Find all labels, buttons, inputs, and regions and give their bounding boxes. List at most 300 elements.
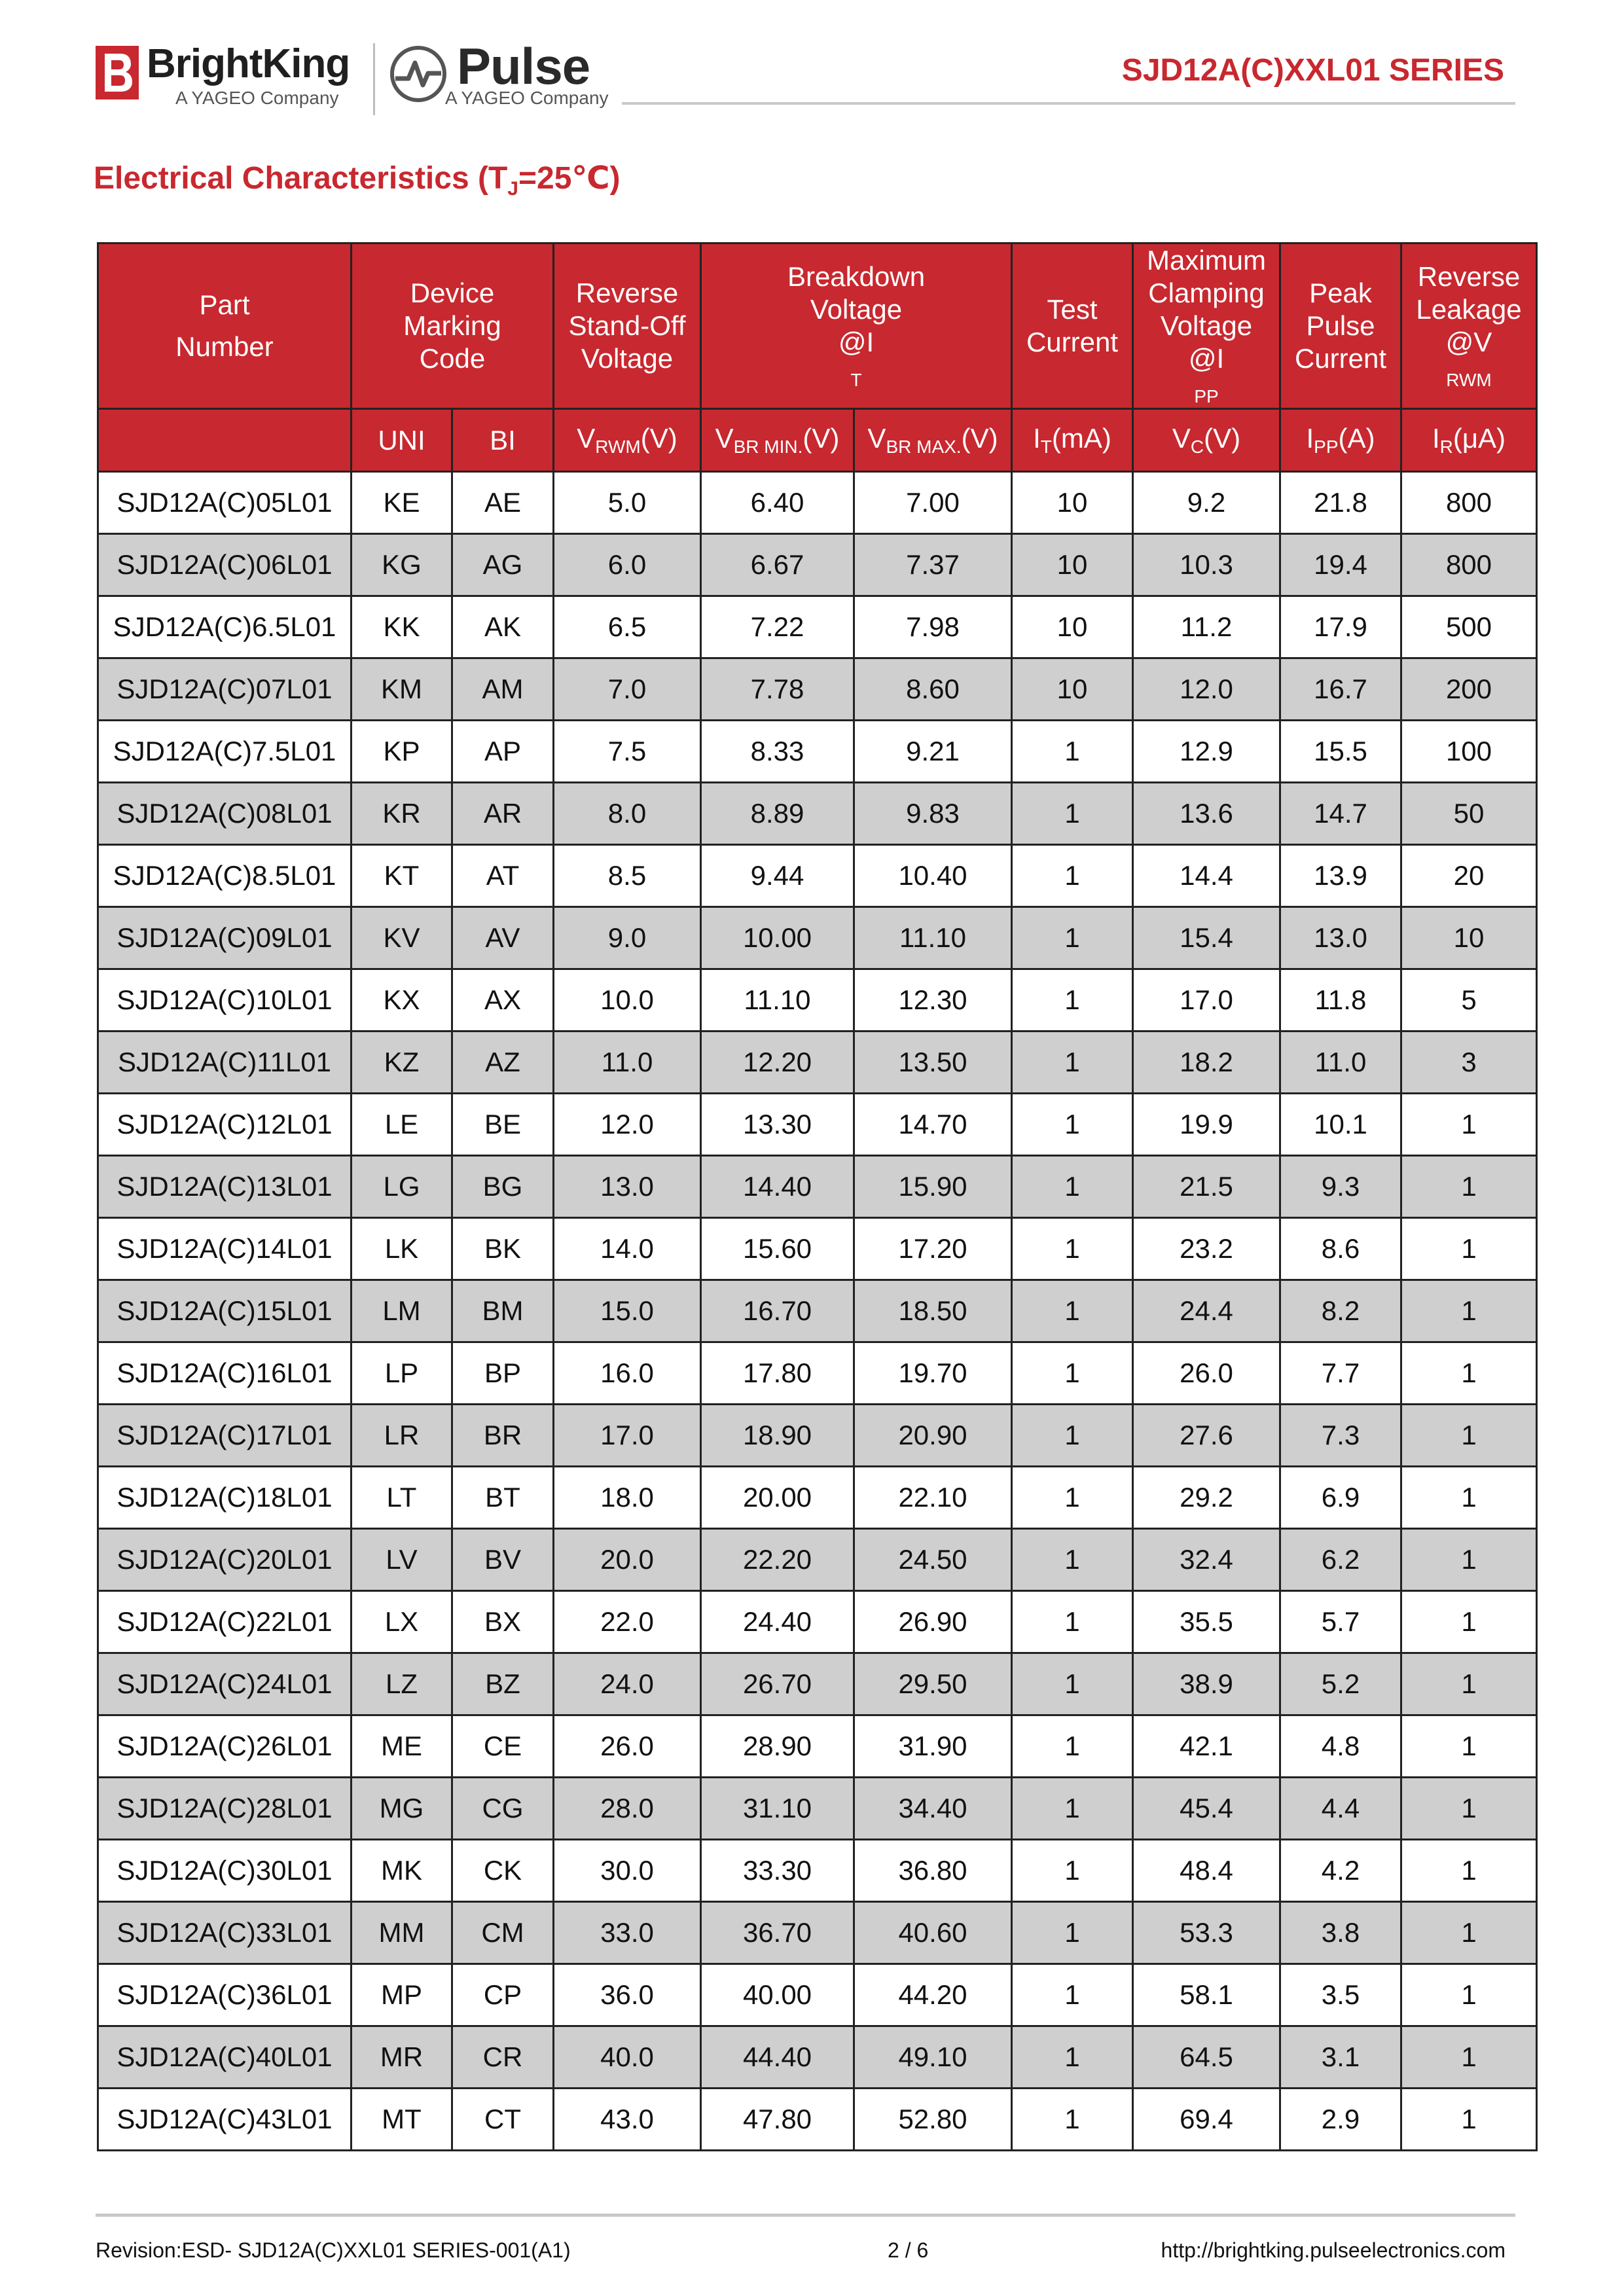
cell-reverse-leakage: 1	[1401, 1405, 1537, 1467]
cell-test-current: 1	[1012, 1467, 1133, 1529]
cell-vbr-max: 10.40	[854, 845, 1012, 907]
cell-peak-pulse-current: 4.8	[1280, 1715, 1401, 1778]
cell-vrwm: 30.0	[554, 1840, 701, 1902]
cell-vbr-max: 40.60	[854, 1902, 1012, 1964]
cell-vbr-max: 9.21	[854, 721, 1012, 783]
cell-vbr-max: 31.90	[854, 1715, 1012, 1778]
cell-marking-uni: MT	[352, 2089, 452, 2151]
cell-vbr-min: 6.40	[701, 472, 854, 534]
cell-clamping-voltage: 32.4	[1133, 1529, 1280, 1591]
cell-reverse-leakage: 1	[1401, 1156, 1537, 1218]
cell-marking-uni: KM	[352, 658, 452, 721]
cell-vbr-max: 8.60	[854, 658, 1012, 721]
cell-vrwm: 8.0	[554, 783, 701, 845]
cell-vbr-max: 7.98	[854, 596, 1012, 658]
cell-marking-bi: AP	[452, 721, 554, 783]
cell-vrwm: 18.0	[554, 1467, 701, 1529]
cell-clamping-voltage: 26.0	[1133, 1342, 1280, 1405]
header-standoff-voltage: Reverse Stand-Off Voltage	[554, 243, 701, 409]
cell-marking-bi: BM	[452, 1280, 554, 1342]
table-row	[98, 1840, 1537, 1902]
cell-vbr-min: 31.10	[701, 1778, 854, 1840]
cell-vbr-max: 17.20	[854, 1218, 1012, 1280]
cell-part-number: SJD12A(C)40L01	[98, 2026, 352, 2089]
section-title-tail: =25℃)	[518, 161, 621, 196]
cell-marking-uni: KR	[352, 783, 452, 845]
cell-marking-bi: CG	[452, 1778, 554, 1840]
table-row	[98, 907, 1537, 969]
cell-vrwm: 6.0	[554, 534, 701, 596]
cell-reverse-leakage: 1	[1401, 1218, 1537, 1280]
cell-marking-bi: AX	[452, 969, 554, 1031]
cell-reverse-leakage: 1	[1401, 1964, 1537, 2026]
cell-marking-bi: BX	[452, 1591, 554, 1653]
cell-clamping-voltage: 29.2	[1133, 1467, 1280, 1529]
cell-clamping-voltage: 14.4	[1133, 845, 1280, 907]
cell-reverse-leakage: 1	[1401, 1094, 1537, 1156]
header-part-number: Part Number	[98, 243, 352, 409]
table-row	[98, 472, 1537, 534]
cell-test-current: 1	[1012, 1405, 1133, 1467]
cell-reverse-leakage: 1	[1401, 2089, 1537, 2151]
cell-test-current: 1	[1012, 1778, 1133, 1840]
table-row	[98, 783, 1537, 845]
table-row	[98, 2089, 1537, 2151]
cell-marking-bi: CT	[452, 2089, 554, 2151]
table-row	[98, 1778, 1537, 1840]
cell-part-number: SJD12A(C)08L01	[98, 783, 352, 845]
cell-marking-bi: BG	[452, 1156, 554, 1218]
cell-marking-uni: LT	[352, 1467, 452, 1529]
table-row	[98, 1902, 1537, 1964]
footer-page-number: 2 / 6	[888, 2238, 929, 2262]
cell-vbr-min: 10.00	[701, 907, 854, 969]
cell-marking-bi: BE	[452, 1094, 554, 1156]
cell-reverse-leakage: 3	[1401, 1031, 1537, 1094]
cell-test-current: 1	[1012, 1094, 1133, 1156]
cell-part-number: SJD12A(C)15L01	[98, 1280, 352, 1342]
cell-part-number: SJD12A(C)18L01	[98, 1467, 352, 1529]
table-row	[98, 1280, 1537, 1342]
header-peak-pulse-current: Peak Pulse Current	[1280, 243, 1401, 409]
cell-marking-bi: AK	[452, 596, 554, 658]
cell-marking-uni: LK	[352, 1218, 452, 1280]
cell-reverse-leakage: 1	[1401, 1467, 1537, 1529]
cell-peak-pulse-current: 19.4	[1280, 534, 1401, 596]
cell-test-current: 10	[1012, 472, 1133, 534]
cell-vrwm: 16.0	[554, 1342, 701, 1405]
cell-test-current: 1	[1012, 1529, 1133, 1591]
cell-vbr-max: 36.80	[854, 1840, 1012, 1902]
electrical-characteristics-table	[97, 242, 1538, 2151]
cell-reverse-leakage: 20	[1401, 845, 1537, 907]
cell-clamping-voltage: 19.9	[1133, 1094, 1280, 1156]
cell-marking-uni: KV	[352, 907, 452, 969]
cell-test-current: 1	[1012, 907, 1133, 969]
cell-vrwm: 7.0	[554, 658, 701, 721]
cell-vbr-min: 9.44	[701, 845, 854, 907]
cell-test-current: 1	[1012, 1715, 1133, 1778]
unit-part-blank	[98, 409, 352, 472]
header-reverse-leakage: Reverse Leakage @V RWM	[1401, 243, 1537, 409]
cell-vbr-min: 13.30	[701, 1094, 854, 1156]
header-row-units	[98, 409, 1537, 472]
unit-vbr-min: VBR MIN.(V)	[701, 409, 854, 472]
cell-vbr-min: 24.40	[701, 1591, 854, 1653]
cell-test-current: 1	[1012, 1653, 1133, 1715]
cell-test-current: 1	[1012, 721, 1133, 783]
cell-marking-bi: CP	[452, 1964, 554, 2026]
cell-vbr-max: 7.37	[854, 534, 1012, 596]
pulse-logo-icon	[389, 45, 448, 103]
table-row	[98, 1467, 1537, 1529]
cell-vrwm: 12.0	[554, 1094, 701, 1156]
cell-clamping-voltage: 38.9	[1133, 1653, 1280, 1715]
table-row	[98, 721, 1537, 783]
cell-test-current: 1	[1012, 1964, 1133, 2026]
table-row	[98, 1591, 1537, 1653]
cell-vrwm: 5.0	[554, 472, 701, 534]
cell-vbr-max: 13.50	[854, 1031, 1012, 1094]
cell-marking-uni: KT	[352, 845, 452, 907]
cell-clamping-voltage: 12.0	[1133, 658, 1280, 721]
cell-reverse-leakage: 1	[1401, 1280, 1537, 1342]
cell-clamping-voltage: 48.4	[1133, 1840, 1280, 1902]
cell-vrwm: 40.0	[554, 2026, 701, 2089]
header-breakdown-voltage: Breakdown Voltage @I T	[701, 243, 1012, 409]
pulse-brand-subtitle: A YAGEO Company	[445, 88, 609, 108]
cell-vrwm: 14.0	[554, 1218, 701, 1280]
cell-vbr-min: 26.70	[701, 1653, 854, 1715]
table-body	[98, 472, 1537, 2151]
cell-marking-bi: CM	[452, 1902, 554, 1964]
table-row	[98, 1964, 1537, 2026]
cell-vrwm: 43.0	[554, 2089, 701, 2151]
cell-peak-pulse-current: 2.9	[1280, 2089, 1401, 2151]
cell-reverse-leakage: 50	[1401, 783, 1537, 845]
cell-test-current: 1	[1012, 969, 1133, 1031]
cell-vbr-max: 11.10	[854, 907, 1012, 969]
cell-peak-pulse-current: 9.3	[1280, 1156, 1401, 1218]
cell-test-current: 1	[1012, 1840, 1133, 1902]
cell-reverse-leakage: 500	[1401, 596, 1537, 658]
cell-vbr-min: 28.90	[701, 1715, 854, 1778]
cell-test-current: 1	[1012, 783, 1133, 845]
cell-part-number: SJD12A(C)26L01	[98, 1715, 352, 1778]
cell-test-current: 1	[1012, 2026, 1133, 2089]
unit-bi: BI	[452, 409, 554, 472]
unit-vbr-max: VBR MAX.(V)	[854, 409, 1012, 472]
cell-clamping-voltage: 15.4	[1133, 907, 1280, 969]
cell-reverse-leakage: 10	[1401, 907, 1537, 969]
cell-marking-uni: KK	[352, 596, 452, 658]
table-row	[98, 534, 1537, 596]
header-clamping-voltage: Maximum Clamping Voltage @I PP	[1133, 243, 1280, 409]
cell-vbr-max: 14.70	[854, 1094, 1012, 1156]
cell-clamping-voltage: 9.2	[1133, 472, 1280, 534]
cell-clamping-voltage: 69.4	[1133, 2089, 1280, 2151]
brightking-brand-name: BrightKing	[147, 41, 350, 86]
cell-vbr-max: 29.50	[854, 1653, 1012, 1715]
cell-part-number: SJD12A(C)07L01	[98, 658, 352, 721]
pulse-brand-name: Pulse	[457, 37, 590, 95]
cell-clamping-voltage: 45.4	[1133, 1778, 1280, 1840]
footer-revision: Revision:ESD- SJD12A(C)XXL01 SERIES-001(A1)	[96, 2238, 571, 2262]
cell-peak-pulse-current: 11.0	[1280, 1031, 1401, 1094]
cell-part-number: SJD12A(C)05L01	[98, 472, 352, 534]
cell-vbr-min: 18.90	[701, 1405, 854, 1467]
cell-part-number: SJD12A(C)33L01	[98, 1902, 352, 1964]
cell-peak-pulse-current: 11.8	[1280, 969, 1401, 1031]
cell-vbr-min: 8.33	[701, 721, 854, 783]
cell-part-number: SJD12A(C)20L01	[98, 1529, 352, 1591]
cell-part-number: SJD12A(C)16L01	[98, 1342, 352, 1405]
cell-clamping-voltage: 17.0	[1133, 969, 1280, 1031]
unit-vrwm: VRWM(V)	[554, 409, 701, 472]
cell-vbr-min: 16.70	[701, 1280, 854, 1342]
cell-reverse-leakage: 800	[1401, 472, 1537, 534]
cell-marking-uni: KE	[352, 472, 452, 534]
unit-vc: VC(V)	[1133, 409, 1280, 472]
cell-vbr-min: 17.80	[701, 1342, 854, 1405]
cell-part-number: SJD12A(C)8.5L01	[98, 845, 352, 907]
cell-vrwm: 33.0	[554, 1902, 701, 1964]
cell-test-current: 1	[1012, 1031, 1133, 1094]
cell-vbr-max: 26.90	[854, 1591, 1012, 1653]
cell-part-number: SJD12A(C)14L01	[98, 1218, 352, 1280]
cell-marking-uni: MP	[352, 1964, 452, 2026]
cell-marking-bi: AM	[452, 658, 554, 721]
table-row	[98, 1094, 1537, 1156]
cell-marking-uni: KP	[352, 721, 452, 783]
cell-clamping-voltage: 58.1	[1133, 1964, 1280, 2026]
cell-marking-uni: ME	[352, 1715, 452, 1778]
cell-marking-bi: CE	[452, 1715, 554, 1778]
cell-vrwm: 20.0	[554, 1529, 701, 1591]
cell-vbr-min: 12.20	[701, 1031, 854, 1094]
cell-part-number: SJD12A(C)24L01	[98, 1653, 352, 1715]
cell-peak-pulse-current: 13.9	[1280, 845, 1401, 907]
cell-marking-uni: LR	[352, 1405, 452, 1467]
cell-reverse-leakage: 1	[1401, 1342, 1537, 1405]
cell-part-number: SJD12A(C)06L01	[98, 534, 352, 596]
cell-part-number: SJD12A(C)6.5L01	[98, 596, 352, 658]
cell-marking-uni: MK	[352, 1840, 452, 1902]
cell-peak-pulse-current: 3.8	[1280, 1902, 1401, 1964]
cell-peak-pulse-current: 5.7	[1280, 1591, 1401, 1653]
cell-marking-bi: AT	[452, 845, 554, 907]
table-row	[98, 1405, 1537, 1467]
cell-vbr-min: 47.80	[701, 2089, 854, 2151]
cell-test-current: 1	[1012, 1342, 1133, 1405]
cell-marking-uni: MM	[352, 1902, 452, 1964]
header-rule	[622, 102, 1515, 105]
unit-ipp: IPP(A)	[1280, 409, 1401, 472]
cell-part-number: SJD12A(C)22L01	[98, 1591, 352, 1653]
cell-peak-pulse-current: 17.9	[1280, 596, 1401, 658]
cell-vbr-min: 15.60	[701, 1218, 854, 1280]
cell-peak-pulse-current: 13.0	[1280, 907, 1401, 969]
section-title-subscript: J	[507, 178, 518, 200]
cell-vbr-min: 36.70	[701, 1902, 854, 1964]
unit-it: IT(mA)	[1012, 409, 1133, 472]
cell-clamping-voltage: 12.9	[1133, 721, 1280, 783]
table-row	[98, 2026, 1537, 2089]
cell-test-current: 1	[1012, 1280, 1133, 1342]
cell-vbr-max: 44.20	[854, 1964, 1012, 2026]
cell-test-current: 1	[1012, 1591, 1133, 1653]
cell-marking-uni: LG	[352, 1156, 452, 1218]
cell-vrwm: 28.0	[554, 1778, 701, 1840]
section-title-main: Electrical Characteristics (T	[94, 161, 508, 196]
cell-marking-bi: AZ	[452, 1031, 554, 1094]
cell-vrwm: 26.0	[554, 1715, 701, 1778]
cell-vbr-min: 22.20	[701, 1529, 854, 1591]
cell-clamping-voltage: 11.2	[1133, 596, 1280, 658]
logo-divider	[373, 43, 375, 115]
cell-test-current: 10	[1012, 658, 1133, 721]
cell-clamping-voltage: 13.6	[1133, 783, 1280, 845]
cell-part-number: SJD12A(C)09L01	[98, 907, 352, 969]
cell-peak-pulse-current: 10.1	[1280, 1094, 1401, 1156]
table-row	[98, 969, 1537, 1031]
cell-vbr-max: 52.80	[854, 2089, 1012, 2151]
cell-test-current: 10	[1012, 534, 1133, 596]
cell-part-number: SJD12A(C)28L01	[98, 1778, 352, 1840]
cell-marking-bi: BT	[452, 1467, 554, 1529]
cell-vbr-max: 15.90	[854, 1156, 1012, 1218]
cell-vbr-min: 7.78	[701, 658, 854, 721]
cell-reverse-leakage: 1	[1401, 1529, 1537, 1591]
cell-part-number: SJD12A(C)30L01	[98, 1840, 352, 1902]
cell-marking-uni: LE	[352, 1094, 452, 1156]
cell-clamping-voltage: 42.1	[1133, 1715, 1280, 1778]
cell-vrwm: 36.0	[554, 1964, 701, 2026]
cell-test-current: 1	[1012, 1156, 1133, 1218]
cell-marking-uni: LP	[352, 1342, 452, 1405]
cell-part-number: SJD12A(C)13L01	[98, 1156, 352, 1218]
cell-vbr-min: 44.40	[701, 2026, 854, 2089]
cell-peak-pulse-current: 7.3	[1280, 1405, 1401, 1467]
cell-reverse-leakage: 1	[1401, 1715, 1537, 1778]
cell-marking-bi: BV	[452, 1529, 554, 1591]
cell-clamping-voltage: 35.5	[1133, 1591, 1280, 1653]
cell-clamping-voltage: 21.5	[1133, 1156, 1280, 1218]
cell-clamping-voltage: 10.3	[1133, 534, 1280, 596]
header-row-1	[98, 243, 1537, 409]
cell-vbr-max: 49.10	[854, 2026, 1012, 2089]
cell-marking-bi: BP	[452, 1342, 554, 1405]
cell-vbr-max: 24.50	[854, 1529, 1012, 1591]
cell-reverse-leakage: 1	[1401, 1902, 1537, 1964]
cell-part-number: SJD12A(C)7.5L01	[98, 721, 352, 783]
cell-part-number: SJD12A(C)17L01	[98, 1405, 352, 1467]
unit-ir: IR(μA)	[1401, 409, 1537, 472]
cell-clamping-voltage: 24.4	[1133, 1280, 1280, 1342]
cell-peak-pulse-current: 8.2	[1280, 1280, 1401, 1342]
cell-marking-bi: BK	[452, 1218, 554, 1280]
characteristics-table-wrap	[97, 242, 1538, 2151]
series-title: SJD12A(C)XXL01 SERIES	[1121, 53, 1504, 88]
cell-reverse-leakage: 1	[1401, 1591, 1537, 1653]
table-row	[98, 1342, 1537, 1405]
cell-vbr-max: 12.30	[854, 969, 1012, 1031]
cell-marking-uni: KX	[352, 969, 452, 1031]
cell-vbr-min: 8.89	[701, 783, 854, 845]
cell-marking-bi: BR	[452, 1405, 554, 1467]
footer-url[interactable]: http://brightking.pulseelectronics.com	[1161, 2238, 1506, 2262]
cell-peak-pulse-current: 4.4	[1280, 1778, 1401, 1840]
cell-marking-bi: AV	[452, 907, 554, 969]
cell-peak-pulse-current: 15.5	[1280, 721, 1401, 783]
cell-vrwm: 15.0	[554, 1280, 701, 1342]
cell-reverse-leakage: 1	[1401, 2026, 1537, 2089]
cell-marking-uni: LX	[352, 1591, 452, 1653]
cell-vbr-min: 7.22	[701, 596, 854, 658]
cell-marking-uni: LM	[352, 1280, 452, 1342]
table-row	[98, 1156, 1537, 1218]
unit-uni: UNI	[352, 409, 452, 472]
cell-marking-uni: LV	[352, 1529, 452, 1591]
cell-reverse-leakage: 100	[1401, 721, 1537, 783]
cell-vrwm: 13.0	[554, 1156, 701, 1218]
cell-peak-pulse-current: 5.2	[1280, 1653, 1401, 1715]
table-row	[98, 1715, 1537, 1778]
cell-vrwm: 11.0	[554, 1031, 701, 1094]
cell-marking-bi: AG	[452, 534, 554, 596]
cell-peak-pulse-current: 3.5	[1280, 1964, 1401, 2026]
header-marking-code: Device Marking Code	[352, 243, 554, 409]
cell-clamping-voltage: 23.2	[1133, 1218, 1280, 1280]
cell-marking-bi: AE	[452, 472, 554, 534]
cell-part-number: SJD12A(C)11L01	[98, 1031, 352, 1094]
cell-peak-pulse-current: 7.7	[1280, 1342, 1401, 1405]
cell-part-number: SJD12A(C)12L01	[98, 1094, 352, 1156]
brightking-logo-icon	[96, 46, 139, 99]
cell-marking-uni: MG	[352, 1778, 452, 1840]
cell-marking-uni: MR	[352, 2026, 452, 2089]
table-row	[98, 596, 1537, 658]
cell-marking-bi: CR	[452, 2026, 554, 2089]
cell-part-number: SJD12A(C)10L01	[98, 969, 352, 1031]
cell-peak-pulse-current: 16.7	[1280, 658, 1401, 721]
cell-vrwm: 22.0	[554, 1591, 701, 1653]
table-row	[98, 658, 1537, 721]
cell-reverse-leakage: 1	[1401, 1840, 1537, 1902]
cell-peak-pulse-current: 3.1	[1280, 2026, 1401, 2089]
cell-part-number: SJD12A(C)36L01	[98, 1964, 352, 2026]
cell-clamping-voltage: 53.3	[1133, 1902, 1280, 1964]
cell-vrwm: 10.0	[554, 969, 701, 1031]
brightking-brand-subtitle: A YAGEO Company	[175, 88, 339, 108]
cell-reverse-leakage: 1	[1401, 1778, 1537, 1840]
cell-vbr-max: 9.83	[854, 783, 1012, 845]
cell-vbr-min: 6.67	[701, 534, 854, 596]
cell-vbr-max: 34.40	[854, 1778, 1012, 1840]
cell-vrwm: 7.5	[554, 721, 701, 783]
table-row	[98, 1218, 1537, 1280]
cell-vbr-max: 20.90	[854, 1405, 1012, 1467]
table-row	[98, 1653, 1537, 1715]
cell-clamping-voltage: 27.6	[1133, 1405, 1280, 1467]
cell-vbr-min: 40.00	[701, 1964, 854, 2026]
cell-vbr-min: 33.30	[701, 1840, 854, 1902]
cell-peak-pulse-current: 6.9	[1280, 1467, 1401, 1529]
cell-vbr-min: 14.40	[701, 1156, 854, 1218]
cell-vrwm: 8.5	[554, 845, 701, 907]
cell-marking-uni: KZ	[352, 1031, 452, 1094]
section-title	[94, 160, 621, 200]
